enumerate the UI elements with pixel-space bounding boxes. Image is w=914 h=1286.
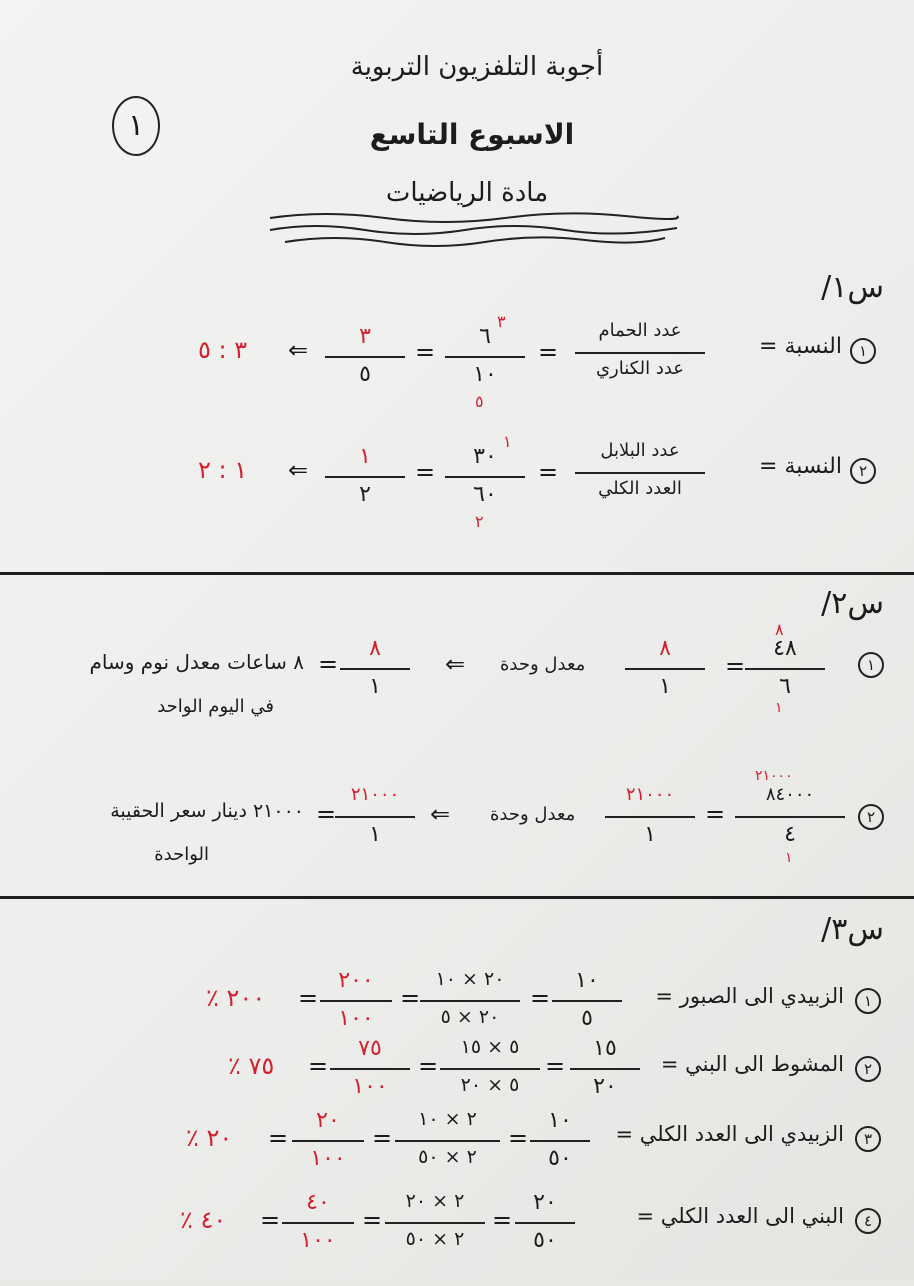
fraction-denominator: ١ xyxy=(659,674,671,699)
fraction-numerator: ٨ xyxy=(659,636,671,661)
bullet-number: ٤ xyxy=(855,1208,881,1234)
fraction-numerator: ٨ xyxy=(369,636,381,661)
q3-row-4 xyxy=(0,1190,914,1286)
equals-sign: = xyxy=(260,1206,281,1234)
fraction-numerator: ٦ xyxy=(479,324,491,349)
fraction-numerator: ٤٨ xyxy=(773,636,797,661)
fraction-denominator: عدد الكناري xyxy=(595,358,685,379)
equals-sign: = xyxy=(308,1052,329,1080)
fraction-numerator: ٥ × ١٥ xyxy=(460,1036,520,1058)
equals-sign: = xyxy=(316,800,337,828)
percent-label: الزبيدي الى الصبور = xyxy=(655,984,844,1008)
fraction-denominator: ٢ × ٥٠ xyxy=(418,1146,477,1168)
equals-sign: = xyxy=(492,1206,513,1234)
equals-sign: = xyxy=(418,1052,439,1080)
percent-label: البني الى العدد الكلي = xyxy=(636,1204,844,1228)
fraction-bar xyxy=(605,816,695,818)
bullet-number: ١ xyxy=(855,988,881,1014)
percent-result: ٢٠٠ ٪ xyxy=(206,984,266,1012)
red-simplified-bottom: ٢ xyxy=(475,512,484,531)
ratio-label: النسبة = xyxy=(759,454,842,479)
page-number-circle: ١ xyxy=(112,96,160,156)
fraction-bar xyxy=(552,1000,622,1002)
section-divider xyxy=(0,896,914,899)
bullet-number: ١ xyxy=(858,652,884,678)
bullet-number: ٣ xyxy=(855,1126,881,1152)
ratio-result: ١ : ٢ xyxy=(198,456,248,484)
fraction-denominator: ١ xyxy=(369,822,381,847)
bullet-number: ٢ xyxy=(850,458,876,484)
equals-sign: = xyxy=(268,1124,289,1152)
equals-sign: = xyxy=(538,458,559,486)
fraction-numerator: ٢٠٠ xyxy=(338,968,374,993)
fraction-bar xyxy=(575,352,705,354)
fraction-denominator: ٥٠ xyxy=(548,1146,572,1171)
fraction-denominator: ٢ × ٥٠ xyxy=(405,1228,465,1250)
fraction-bar xyxy=(445,476,525,478)
equals-sign: = xyxy=(415,458,436,486)
red-simplified-top: ٣ xyxy=(497,312,506,331)
fraction-denominator: ٢ xyxy=(359,482,371,507)
ratio-result: ٣ : ٥ xyxy=(198,336,248,364)
equals-sign: = xyxy=(508,1124,529,1152)
implies-arrow: ⇐ xyxy=(430,800,451,828)
percent-label: المشوط الى البني = xyxy=(660,1052,844,1076)
fraction-denominator: ٤ xyxy=(784,822,796,847)
percent-label: الزبيدي الى العدد الكلي = xyxy=(615,1122,844,1146)
fraction-bar xyxy=(395,1140,500,1142)
fraction-denominator: ٢٠ × ٥ xyxy=(440,1006,500,1028)
section-label-q3: س٣/ xyxy=(821,912,884,947)
fraction-bar xyxy=(340,668,410,670)
equals-sign: = xyxy=(725,652,746,680)
fraction-bar xyxy=(292,1140,364,1142)
fraction-numerator: ١٠ xyxy=(575,968,599,993)
fraction-denominator: ٦٠ xyxy=(473,482,497,507)
equals-sign: = xyxy=(530,984,551,1012)
fraction-numerator: ١ xyxy=(359,444,371,469)
q1-row-2 xyxy=(0,432,914,531)
fraction-denominator: ١٠٠ xyxy=(310,1146,346,1171)
rate-result-line1: ٢١٠٠٠ دينار سعر الحقيبة xyxy=(110,800,304,822)
rate-result-line2: في اليوم الواحد xyxy=(157,696,274,717)
ratio-label: النسبة = xyxy=(759,334,842,359)
implies-arrow: ⇐ xyxy=(288,456,309,484)
unit-rate-label: معدل وحدة xyxy=(490,804,576,825)
fraction-numerator: ٣ xyxy=(359,324,371,349)
red-simplified-top: ١ xyxy=(503,432,512,451)
equals-sign: = xyxy=(362,1206,383,1234)
fraction-bar xyxy=(570,1068,640,1070)
fraction-denominator: ٥ xyxy=(359,362,371,387)
q2-row-2 xyxy=(0,770,914,870)
header-title-line1: أجوبة التلفزيون التربوية xyxy=(350,52,604,82)
fraction-bar xyxy=(530,1140,590,1142)
equals-sign: = xyxy=(318,650,339,678)
fraction-denominator: ٢٠ xyxy=(593,1074,617,1099)
fraction-numerator: ٢١٠٠٠ xyxy=(350,784,400,805)
red-simplified-bottom: ١ xyxy=(775,700,783,716)
fraction-numerator: ٤٠ xyxy=(306,1190,330,1215)
fraction-numerator: ٨٤٠٠٠ xyxy=(765,784,815,805)
fraction-bar xyxy=(325,356,405,358)
rate-result-line1: ٨ ساعات معدل نوم وسام xyxy=(89,650,304,674)
header-title-subject: مادة الرياضيات xyxy=(385,178,549,208)
bullet-number: ٢ xyxy=(855,1056,881,1082)
bullet-number: ١ xyxy=(850,338,876,364)
equals-sign: = xyxy=(298,984,319,1012)
fraction-numerator: ٢٠ xyxy=(316,1108,340,1133)
equals-sign: = xyxy=(400,984,421,1012)
equals-sign: = xyxy=(705,800,726,828)
percent-result: ٤٠ ٪ xyxy=(180,1206,227,1234)
section-label-q1: س١/ xyxy=(821,270,884,305)
red-simplified-top: ٨ xyxy=(775,620,784,639)
fraction-numerator: ١٠ xyxy=(548,1108,572,1133)
fraction-bar xyxy=(440,1068,540,1070)
fraction-bar xyxy=(735,816,845,818)
fraction-bar xyxy=(575,472,705,474)
fraction-denominator: ٥ xyxy=(581,1006,593,1031)
fraction-denominator: ١٠٠ xyxy=(300,1228,336,1253)
fraction-numerator: ٢٠ xyxy=(533,1190,557,1215)
red-simplified-bottom: ٥ xyxy=(475,392,484,411)
q2-row-1 xyxy=(0,620,914,730)
equals-sign: = xyxy=(538,338,559,366)
rate-result-line2: الواحدة xyxy=(154,844,209,865)
fraction-numerator: عدد البلابل xyxy=(600,440,680,461)
fraction-denominator: ١٠٠ xyxy=(352,1074,388,1099)
fraction-denominator: ١٠ xyxy=(473,362,497,387)
wavy-underline-decoration xyxy=(265,208,685,248)
fraction-denominator: ٦ xyxy=(779,674,791,699)
red-simplified-top: ٢١٠٠٠ xyxy=(755,768,793,784)
fraction-bar xyxy=(385,1222,485,1224)
red-simplified-bottom: ١ xyxy=(785,850,793,866)
fraction-numerator: ٣٠ xyxy=(473,444,497,469)
percent-result: ٧٥ ٪ xyxy=(228,1052,275,1080)
implies-arrow: ⇐ xyxy=(445,650,466,678)
equals-sign: = xyxy=(545,1052,566,1080)
fraction-numerator: ٢١٠٠٠ xyxy=(625,784,675,805)
fraction-numerator: ٢ × ٢٠ xyxy=(405,1190,465,1212)
section-divider xyxy=(0,572,914,575)
percent-result: ٢٠ ٪ xyxy=(186,1124,233,1152)
fraction-bar xyxy=(325,476,405,478)
implies-arrow: ⇐ xyxy=(288,336,309,364)
fraction-bar xyxy=(335,816,415,818)
fraction-bar xyxy=(330,1068,410,1070)
fraction-numerator: عدد الحمام xyxy=(598,320,682,341)
fraction-denominator: ٥ × ٢٠ xyxy=(460,1074,520,1096)
fraction-numerator: ١٥ xyxy=(593,1036,617,1061)
fraction-denominator: ١ xyxy=(644,822,656,847)
bullet-number: ٢ xyxy=(858,804,884,830)
fraction-bar xyxy=(320,1000,392,1002)
fraction-bar xyxy=(745,668,825,670)
q1-row-1 xyxy=(0,312,914,411)
fraction-denominator: ١ xyxy=(369,674,381,699)
fraction-bar xyxy=(625,668,705,670)
equals-sign: = xyxy=(415,338,436,366)
header-title-week: الاسبوع التاسع xyxy=(369,118,575,151)
fraction-numerator: ٢ × ١٠ xyxy=(418,1108,477,1130)
fraction-numerator: ٧٥ xyxy=(358,1036,382,1061)
equals-sign: = xyxy=(372,1124,393,1152)
fraction-denominator: العدد الكلي xyxy=(598,478,682,499)
fraction-bar xyxy=(420,1000,520,1002)
fraction-numerator: ٢٠ × ١٠ xyxy=(435,968,505,990)
fraction-bar xyxy=(515,1222,575,1224)
fraction-denominator: ١٠٠ xyxy=(338,1006,374,1031)
fraction-denominator: ٥٠ xyxy=(533,1228,557,1253)
fraction-bar xyxy=(445,356,525,358)
fraction-bar xyxy=(282,1222,354,1224)
section-label-q2: س٢/ xyxy=(821,586,884,621)
unit-rate-label: معدل وحدة xyxy=(500,654,586,675)
